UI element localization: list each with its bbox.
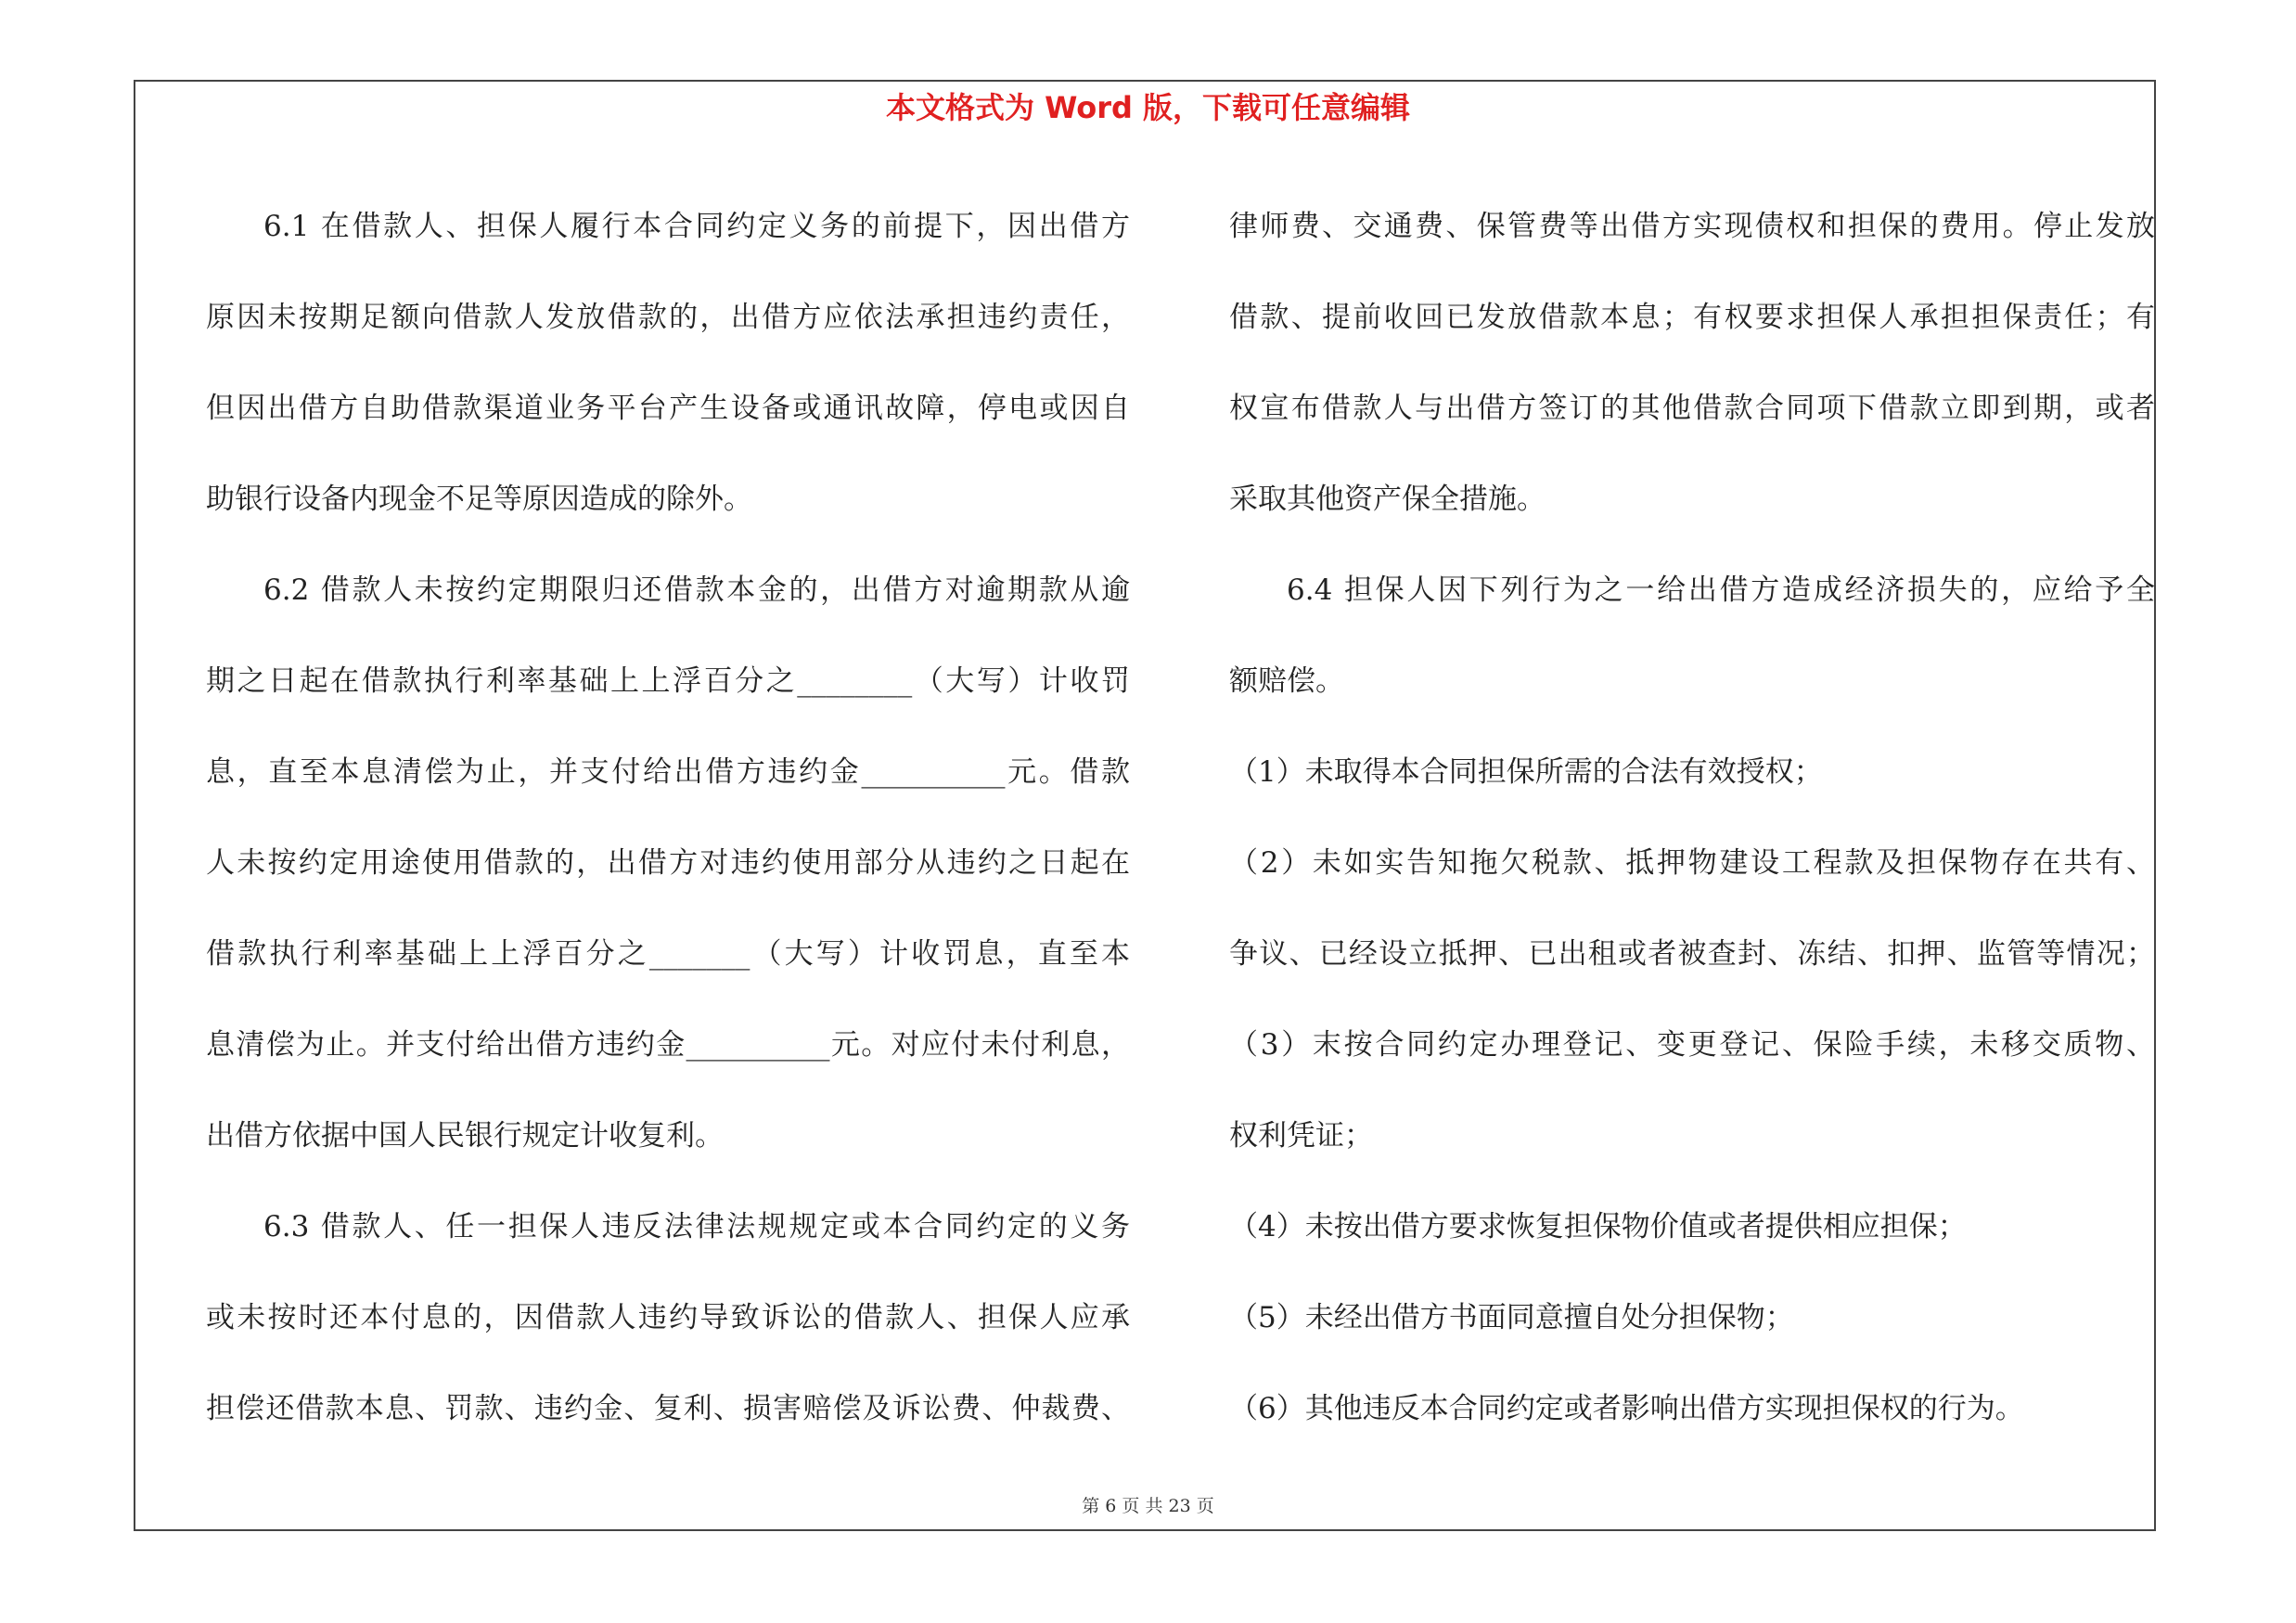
text-line: 6.4 担保人因下列行为之一给出借方造成经济损失的，应给予全 <box>1287 573 2155 607</box>
text-line: 律师费、交通费、保管费等出借方实现债权和担保的费用。停止发放 <box>1229 210 2155 243</box>
left-text-column <box>206 181 1130 1454</box>
text-line: 权宣布借款人与出借方签订的其他借款合同项下借款立即到期，或者 <box>1229 392 2155 425</box>
text-line: 争议、已经设立抵押、已出租或者被查封、冻结、扣押、监管等情况； <box>1229 937 2155 971</box>
text-line: 出借方依据中国人民银行规定计收复利。 <box>206 1119 724 1153</box>
text-line: 息，直至本息清偿为止，并支付给出借方违约金__________元。借款 <box>206 755 1130 789</box>
text-line: 或未按时还本付息的，因借款人违约导致诉讼的借款人、担保人应承 <box>206 1301 1130 1334</box>
right-text-column <box>1229 181 2155 1454</box>
text-line: 但因出借方自助借款渠道业务平台产生设备或通讯故障，停电或因自 <box>206 392 1130 425</box>
text-line: 额赔偿。 <box>1229 664 1344 698</box>
editable-format-banner: 本文格式为 Word 版，下载可任意编辑 <box>885 90 1411 125</box>
text-line: 借款、提前收回已发放借款本息；有权要求担保人承担担保责任；有 <box>1229 301 2155 334</box>
text-line: 期之日起在借款执行利率基础上上浮百分之________（大写）计收罚 <box>206 664 1130 698</box>
text-line: （5）未经出借方书面同意擅自处分担保物； <box>1229 1301 1794 1334</box>
text-line: 借款执行利率基础上上浮百分之_______（大写）计收罚息，直至本 <box>206 937 1130 971</box>
text-line: （6）其他违反本合同约定或者影响出借方实现担保权的行为。 <box>1229 1392 2024 1425</box>
text-line: 6.2 借款人未按约定期限归还借款本金的，出借方对逾期款从逾 <box>263 573 1130 607</box>
text-line: （4）未按出借方要求恢复担保物价值或者提供相应担保； <box>1229 1210 1967 1243</box>
page-number-footer: 第 6 页 共 23 页 <box>1082 1496 1214 1516</box>
text-line: 人未按约定用途使用借款的，出借方对违约使用部分从违约之日起在 <box>206 846 1130 880</box>
text-line: （3）末按合同约定办理登记、变更登记、保险手续，未移交质物、 <box>1229 1028 2155 1062</box>
text-line: 担偿还借款本息、罚款、违约金、复利、损害赔偿及诉讼费、仲裁费、 <box>206 1392 1130 1425</box>
text-line: 助银行设备内现金不足等原因造成的除外。 <box>206 483 752 516</box>
text-line: 权利凭证； <box>1229 1119 1373 1153</box>
text-line: （2）未如实告知拖欠税款、抵押物建设工程款及担保物存在共有、 <box>1229 846 2155 880</box>
text-line: 息清偿为止。并支付给出借方违约金__________元。对应付未付利息， <box>206 1028 1130 1062</box>
text-line: 6.3 借款人、任一担保人违反法律法规规定或本合同约定的义务 <box>263 1210 1130 1243</box>
text-line: （1）未取得本合同担保所需的合法有效授权； <box>1229 755 1823 789</box>
text-line: 原因未按期足额向借款人发放借款的，出借方应依法承担违约责任， <box>206 301 1130 334</box>
text-line: 采取其他资产保全措施。 <box>1229 483 1546 516</box>
text-line: 6.1 在借款人、担保人履行本合同约定义务的前提下，因出借方 <box>263 210 1130 243</box>
